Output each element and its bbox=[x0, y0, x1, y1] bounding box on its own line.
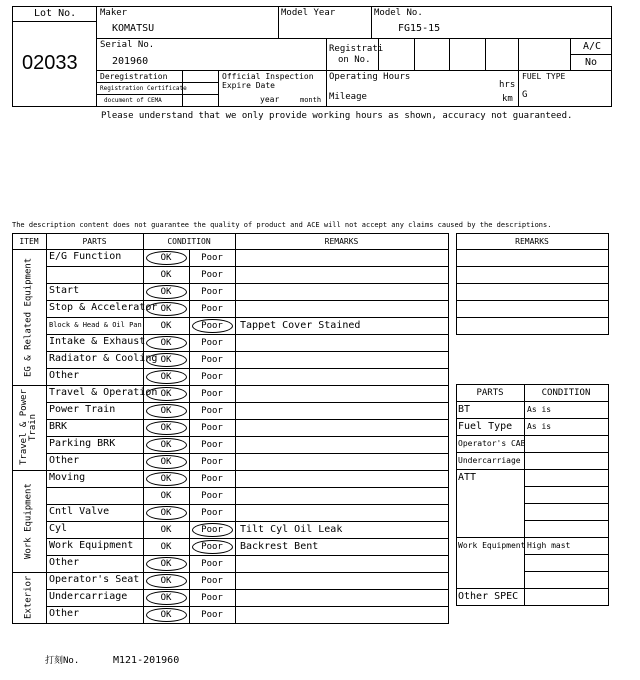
part-label: Undercarriage bbox=[49, 591, 128, 602]
maker-label: Maker bbox=[100, 8, 128, 18]
ok-circle-mark bbox=[146, 370, 187, 384]
table-rule bbox=[456, 300, 608, 301]
month-label: month bbox=[300, 96, 322, 104]
poor-option: Poor bbox=[201, 525, 223, 535]
right-condition-value: As is bbox=[527, 405, 552, 414]
ok-option: OK bbox=[160, 372, 172, 382]
ok-option: OK bbox=[160, 559, 172, 569]
km-label: km bbox=[502, 94, 513, 104]
serial-label: Serial No. bbox=[100, 40, 155, 50]
table-rule bbox=[12, 572, 448, 573]
year-label: year bbox=[260, 95, 280, 104]
poor-option: Poor bbox=[201, 389, 223, 399]
remark-text: Tilt Cyl Oil Leak bbox=[240, 524, 343, 535]
right-part-label: Work Equipment bbox=[458, 541, 526, 550]
table-rule bbox=[46, 368, 448, 369]
right-part-label: Fuel Type bbox=[458, 421, 513, 432]
ac-label: A/C bbox=[583, 41, 602, 52]
part-label: Start bbox=[49, 285, 80, 296]
right-part-label: BT bbox=[458, 404, 471, 415]
operating-hours-label: Operating Hours bbox=[329, 72, 411, 82]
deregistration-label: Deregistration bbox=[100, 72, 168, 81]
table-rule bbox=[46, 521, 448, 522]
table-rule bbox=[46, 334, 448, 335]
table-rule bbox=[456, 384, 608, 385]
ok-option: OK bbox=[160, 542, 172, 552]
right-part-label: ATT bbox=[458, 472, 477, 483]
table-rule bbox=[46, 266, 448, 267]
poor-option: Poor bbox=[201, 508, 223, 518]
table-rule bbox=[12, 385, 448, 386]
ok-option: OK bbox=[160, 491, 172, 501]
table-rule bbox=[46, 419, 448, 420]
part-label: Work Equipment bbox=[49, 540, 134, 551]
poor-option: Poor bbox=[201, 355, 223, 365]
part-label: Block & Head & Oil Pan bbox=[49, 321, 142, 329]
right-part-label: Other SPEC bbox=[458, 591, 519, 602]
table-rule bbox=[46, 504, 448, 505]
ok-option: OK bbox=[160, 423, 172, 433]
table-rule bbox=[448, 233, 449, 624]
table-rule bbox=[456, 537, 608, 538]
table-rule bbox=[46, 283, 448, 284]
group-label: Exterior bbox=[23, 575, 34, 620]
disclaimer: The description content does not guarantee the quality of product and ACE will not accept any claims caused by the descriptions. bbox=[12, 221, 552, 229]
poor-option: Poor bbox=[201, 457, 223, 467]
ok-option: OK bbox=[160, 508, 172, 518]
stamp-label: 打刻No. bbox=[45, 656, 80, 666]
table-rule bbox=[12, 233, 13, 624]
table-rule bbox=[46, 453, 448, 454]
right-condition-value: As is bbox=[527, 422, 552, 431]
model-no-label: Model No. bbox=[374, 8, 423, 18]
part-label: Travel & Operation bbox=[49, 387, 158, 398]
fuel-type-value: G bbox=[522, 90, 528, 100]
table-rule bbox=[608, 384, 609, 606]
part-label: Radiator & Cooling bbox=[49, 353, 158, 364]
part-label: BRK bbox=[49, 421, 68, 432]
poor-option: Poor bbox=[201, 287, 223, 297]
ok-option: OK bbox=[160, 576, 172, 586]
remark-text: Tappet Cover Stained bbox=[240, 320, 361, 331]
group-label: Work Equipment bbox=[23, 483, 34, 559]
ok-option: OK bbox=[160, 406, 172, 416]
poor-circle-mark bbox=[192, 540, 233, 554]
official-inspection-label-2: Expire Date bbox=[222, 81, 275, 90]
hrs-label: hrs bbox=[499, 80, 516, 90]
maker-value: KOMATSU bbox=[112, 23, 155, 34]
ok-circle-mark bbox=[146, 336, 187, 350]
table-rule bbox=[46, 300, 448, 301]
model-no-value: FG15-15 bbox=[398, 23, 441, 34]
ok-circle-mark bbox=[146, 353, 187, 367]
table-rule bbox=[12, 470, 448, 471]
ok-option: OK bbox=[160, 355, 172, 365]
ok-circle-mark bbox=[146, 251, 187, 265]
table-rule bbox=[456, 418, 608, 419]
poor-option: Poor bbox=[201, 253, 223, 263]
right-condition-value: High mast bbox=[527, 541, 571, 550]
cema-label: document of CEMA bbox=[104, 97, 162, 104]
ok-circle-mark bbox=[146, 472, 187, 486]
right-parts-header: PARTS bbox=[476, 388, 504, 398]
ok-option: OK bbox=[160, 253, 172, 263]
col-remarks: REMARKS bbox=[324, 237, 359, 246]
poor-option: Poor bbox=[201, 474, 223, 484]
ok-option: OK bbox=[160, 321, 172, 331]
part-label: Other bbox=[49, 455, 80, 466]
group-label: Travel & Power Train bbox=[19, 389, 38, 466]
right-part-label: Operator's CAB bbox=[458, 439, 526, 448]
poor-option: Poor bbox=[201, 576, 223, 586]
ok-circle-mark bbox=[146, 591, 187, 605]
ok-circle-mark bbox=[146, 608, 187, 622]
poor-option: Poor bbox=[201, 423, 223, 433]
remark-text: Backrest Bent bbox=[240, 541, 319, 552]
col-parts: PARTS bbox=[82, 237, 107, 246]
table-rule bbox=[524, 571, 608, 572]
mileage-label: Mileage bbox=[329, 92, 367, 102]
ok-circle-mark bbox=[146, 285, 187, 299]
poor-option: Poor bbox=[201, 304, 223, 314]
hours-notice: Please understand that we only provide working hours as shown, accuracy not guaranteed. bbox=[101, 111, 573, 121]
part-label: Cyl bbox=[49, 523, 68, 534]
table-rule bbox=[456, 401, 608, 402]
poor-option: Poor bbox=[201, 338, 223, 348]
registration-label-1: Registrati bbox=[329, 44, 384, 54]
table-rule bbox=[46, 487, 448, 488]
ok-option: OK bbox=[160, 525, 172, 535]
table-rule bbox=[46, 233, 47, 624]
poor-option: Poor bbox=[201, 270, 223, 280]
ok-option: OK bbox=[160, 287, 172, 297]
table-rule bbox=[46, 589, 448, 590]
ok-circle-mark bbox=[146, 404, 187, 418]
table-rule bbox=[46, 351, 448, 352]
poor-option: Poor bbox=[201, 491, 223, 501]
table-rule bbox=[46, 538, 448, 539]
ok-option: OK bbox=[160, 270, 172, 280]
ok-option: OK bbox=[160, 474, 172, 484]
right-part-label: Undercarriage bbox=[458, 456, 521, 465]
registration-certificate-label: Registration Certificate bbox=[100, 85, 187, 92]
ok-circle-mark bbox=[146, 506, 187, 520]
part-label: Parking BRK bbox=[49, 438, 116, 449]
right-remarks-header: REMARKS bbox=[515, 237, 549, 246]
poor-option: Poor bbox=[201, 372, 223, 382]
poor-option: Poor bbox=[201, 542, 223, 552]
ok-option: OK bbox=[160, 304, 172, 314]
poor-option: Poor bbox=[201, 406, 223, 416]
table-rule bbox=[12, 249, 448, 250]
ok-circle-mark bbox=[146, 302, 187, 316]
poor-option: Poor bbox=[201, 559, 223, 569]
table-rule bbox=[46, 317, 448, 318]
lot-number: 02033 bbox=[22, 52, 78, 74]
table-rule bbox=[456, 317, 608, 318]
official-inspection-label-1: Official Inspection bbox=[222, 72, 314, 81]
ok-circle-mark bbox=[146, 574, 187, 588]
ok-circle-mark bbox=[146, 455, 187, 469]
table-rule bbox=[46, 555, 448, 556]
poor-circle-mark bbox=[192, 319, 233, 333]
part-label: E/G Function bbox=[49, 251, 122, 262]
table-rule bbox=[456, 233, 608, 234]
registration-label-2: on No. bbox=[338, 55, 371, 65]
table-rule bbox=[524, 554, 608, 555]
ok-option: OK bbox=[160, 440, 172, 450]
ok-option: OK bbox=[160, 338, 172, 348]
poor-option: Poor bbox=[201, 321, 223, 331]
table-rule bbox=[46, 436, 448, 437]
poor-option: Poor bbox=[201, 440, 223, 450]
table-rule bbox=[46, 606, 448, 607]
poor-option: Poor bbox=[201, 610, 223, 620]
table-rule bbox=[524, 520, 608, 521]
part-label: Stop & Accelerator bbox=[49, 302, 158, 313]
part-label: Power Train bbox=[49, 404, 116, 415]
serial-value: 201960 bbox=[112, 56, 149, 67]
group-label: EG & Related Equipment bbox=[23, 257, 34, 377]
ok-circle-mark bbox=[146, 387, 187, 401]
fuel-type-label: FUEL TYPE bbox=[522, 72, 566, 81]
part-label: Moving bbox=[49, 472, 86, 483]
part-label: Operator's Seat bbox=[49, 574, 140, 585]
part-label: Other bbox=[49, 608, 80, 619]
col-condition: CONDITION bbox=[167, 237, 211, 246]
table-rule bbox=[456, 435, 608, 436]
table-rule bbox=[524, 503, 608, 504]
table-rule bbox=[456, 283, 608, 284]
ok-circle-mark bbox=[146, 421, 187, 435]
table-rule bbox=[235, 233, 236, 624]
ok-option: OK bbox=[160, 610, 172, 620]
right-condition-header: CONDITION bbox=[541, 388, 591, 398]
ok-option: OK bbox=[160, 457, 172, 467]
table-rule bbox=[524, 486, 608, 487]
poor-circle-mark bbox=[192, 523, 233, 537]
poor-option: Poor bbox=[201, 593, 223, 603]
table-rule bbox=[12, 623, 448, 624]
part-label: Cntl Valve bbox=[49, 506, 110, 517]
stamp-value: M121-201960 bbox=[113, 655, 180, 666]
ac-value: No bbox=[585, 57, 598, 68]
table-rule bbox=[608, 233, 609, 335]
col-item: ITEM bbox=[19, 237, 39, 246]
part-label: Other bbox=[49, 557, 80, 568]
table-rule bbox=[456, 266, 608, 267]
ok-circle-mark bbox=[146, 557, 187, 571]
ok-circle-mark bbox=[146, 438, 187, 452]
lot-label: Lot No. bbox=[34, 8, 77, 19]
table-rule bbox=[456, 469, 608, 470]
ok-option: OK bbox=[160, 593, 172, 603]
table-rule bbox=[456, 588, 608, 589]
table-rule bbox=[456, 452, 608, 453]
table-rule bbox=[456, 334, 608, 335]
model-year-label: Model Year bbox=[281, 8, 336, 18]
table-rule bbox=[46, 402, 448, 403]
part-label: Intake & Exhaust bbox=[49, 336, 146, 347]
table-rule bbox=[12, 233, 448, 234]
table-rule bbox=[456, 249, 608, 250]
part-label: Other bbox=[49, 370, 80, 381]
ok-option: OK bbox=[160, 389, 172, 399]
table-rule bbox=[456, 605, 608, 606]
